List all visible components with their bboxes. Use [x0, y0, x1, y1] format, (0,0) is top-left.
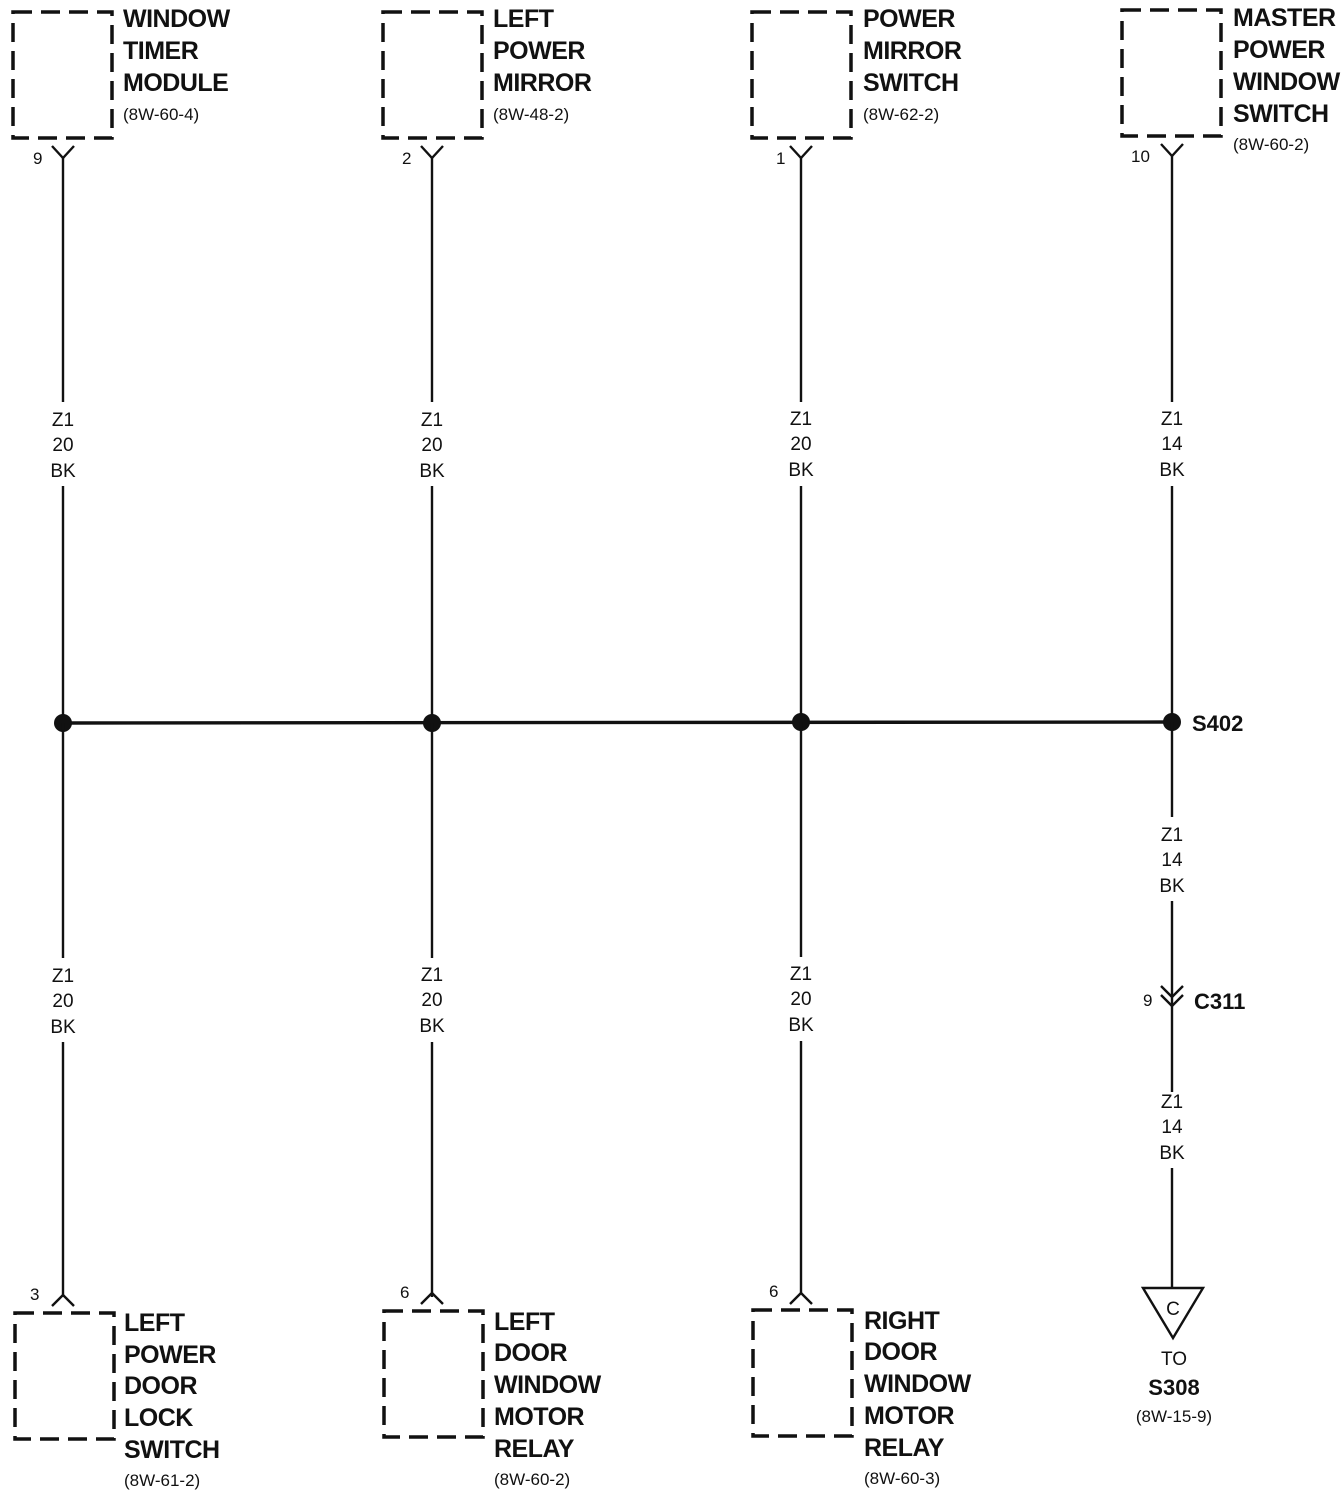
svg-text:(8W-60-2): (8W-60-2) [1233, 135, 1310, 154]
svg-text:SWITCH: SWITCH [1233, 100, 1329, 128]
svg-text:POWER: POWER [863, 5, 955, 33]
left-power-mirror-box [383, 12, 482, 138]
svg-text:DOOR: DOOR [864, 1338, 937, 1366]
svg-text:WINDOW: WINDOW [494, 1371, 601, 1399]
off-page-connector-symbol: C [1166, 1299, 1180, 1320]
terminal-male-2 [421, 1293, 443, 1304]
svg-text:Z1: Z1 [1160, 825, 1184, 846]
svg-text:POWER: POWER [1233, 36, 1325, 64]
svg-text:MOTOR: MOTOR [494, 1403, 585, 1431]
svg-text:BK: BK [419, 1016, 445, 1037]
svg-text:(8W-60-4): (8W-60-4) [123, 105, 200, 124]
svg-text:BK: BK [1159, 876, 1185, 897]
svg-text:14: 14 [1161, 850, 1183, 871]
wire-4-top-label [1159, 409, 1185, 481]
svg-text:Z1: Z1 [789, 409, 813, 430]
svg-text:MOTOR: MOTOR [864, 1402, 955, 1430]
svg-text:MIRROR: MIRROR [493, 69, 592, 97]
svg-text:TIMER: TIMER [123, 37, 199, 65]
svg-text:DOOR: DOOR [494, 1339, 567, 1367]
svg-text:BK: BK [788, 460, 814, 481]
master-power-window-switch-box [1122, 10, 1221, 136]
terminal-female-1 [52, 146, 74, 158]
left-power-door-lock-switch-box [15, 1313, 114, 1439]
svg-text:14: 14 [1161, 434, 1183, 455]
pin-10: 10 [1131, 147, 1150, 166]
wire-3-top-label [788, 409, 814, 481]
pin-9: 9 [33, 149, 43, 168]
pin-3: 3 [30, 1285, 40, 1304]
svg-text:Z1: Z1 [1160, 409, 1184, 430]
wire-2-bottom-label [419, 965, 445, 1037]
svg-text:Z1: Z1 [420, 965, 444, 986]
svg-text:WINDOW: WINDOW [864, 1370, 971, 1398]
svg-text:SWITCH: SWITCH [863, 69, 959, 97]
terminal-female-4 [1161, 144, 1183, 156]
svg-text:LEFT: LEFT [494, 1308, 555, 1336]
pin-1: 1 [776, 149, 786, 168]
window-timer-module-label [123, 5, 231, 124]
svg-text:LOCK: LOCK [124, 1404, 193, 1432]
off-page-connector-target: S308 [1148, 1375, 1200, 1400]
wire-1-bottom-label [50, 966, 76, 1038]
wire-3-bottom-label [788, 964, 814, 1036]
window-timer-module-box [13, 12, 112, 138]
svg-text:LEFT: LEFT [493, 5, 554, 33]
svg-text:(8W-60-3): (8W-60-3) [864, 1469, 941, 1488]
svg-text:20: 20 [52, 435, 74, 456]
right-door-window-motor-relay-label [864, 1307, 972, 1488]
left-door-window-motor-relay-box [384, 1311, 483, 1437]
wire-2-top-label [419, 410, 445, 482]
right-door-window-motor-relay-box [753, 1310, 852, 1436]
off-page-connector-to: TO [1160, 1349, 1188, 1370]
left-door-window-motor-relay-label [494, 1308, 602, 1489]
svg-text:MASTER: MASTER [1233, 4, 1336, 32]
svg-text:Z1: Z1 [51, 410, 75, 431]
svg-text:20: 20 [790, 434, 812, 455]
svg-text:(8W-48-2): (8W-48-2) [493, 105, 570, 124]
pin-6-left: 6 [400, 1283, 410, 1302]
wire-4-low-label [1159, 1092, 1185, 1164]
svg-text:Z1: Z1 [420, 410, 444, 431]
svg-text:20: 20 [421, 435, 443, 456]
svg-text:WINDOW: WINDOW [1233, 68, 1340, 96]
splice-label: S402 [1192, 711, 1244, 736]
terminal-female-3 [790, 146, 812, 158]
splice-bus-line [63, 722, 1172, 723]
connector-pin: 9 [1143, 991, 1153, 1010]
svg-text:RELAY: RELAY [864, 1434, 944, 1462]
svg-text:BK: BK [1159, 460, 1185, 481]
svg-text:20: 20 [790, 989, 812, 1010]
connector-label: C311 [1194, 989, 1246, 1014]
terminal-male-1 [52, 1295, 74, 1306]
svg-text:BK: BK [50, 1017, 76, 1038]
pin-2: 2 [402, 149, 412, 168]
svg-text:20: 20 [421, 990, 443, 1011]
svg-text:BK: BK [50, 461, 76, 482]
svg-text:SWITCH: SWITCH [124, 1436, 220, 1464]
svg-text:DOOR: DOOR [124, 1372, 197, 1400]
svg-text:RIGHT: RIGHT [864, 1307, 940, 1335]
svg-text:20: 20 [52, 991, 74, 1012]
pin-6-right: 6 [769, 1282, 779, 1301]
svg-text:(8W-60-2): (8W-60-2) [494, 1470, 571, 1489]
svg-text:Z1: Z1 [51, 966, 75, 987]
svg-text:MODULE: MODULE [123, 69, 229, 97]
svg-text:WINDOW: WINDOW [123, 5, 230, 33]
master-power-window-switch-label [1233, 4, 1341, 154]
wire-4-mid-label [1159, 825, 1185, 897]
svg-text:POWER: POWER [493, 37, 585, 65]
svg-text:BK: BK [788, 1015, 814, 1036]
svg-text:POWER: POWER [124, 1341, 216, 1369]
svg-text:BK: BK [1159, 1143, 1185, 1164]
power-mirror-switch-label [863, 5, 962, 124]
svg-text:Z1: Z1 [1160, 1092, 1184, 1113]
terminal-female-2 [421, 146, 443, 158]
svg-text:MIRROR: MIRROR [863, 37, 962, 65]
svg-text:14: 14 [1161, 1117, 1183, 1138]
off-page-connector-ref: (8W-15-9) [1135, 1407, 1213, 1426]
svg-text:RELAY: RELAY [494, 1435, 574, 1463]
power-mirror-switch-box [752, 12, 851, 138]
svg-text:(8W-61-2): (8W-61-2) [124, 1471, 201, 1490]
left-power-door-lock-switch-label [124, 1309, 220, 1490]
svg-text:(8W-62-2): (8W-62-2) [863, 105, 940, 124]
wire-1-top-label [50, 410, 76, 482]
terminal-male-3 [790, 1293, 812, 1304]
svg-text:LEFT: LEFT [124, 1309, 185, 1337]
svg-text:BK: BK [419, 461, 445, 482]
svg-text:Z1: Z1 [789, 964, 813, 985]
left-power-mirror-label [493, 5, 592, 124]
